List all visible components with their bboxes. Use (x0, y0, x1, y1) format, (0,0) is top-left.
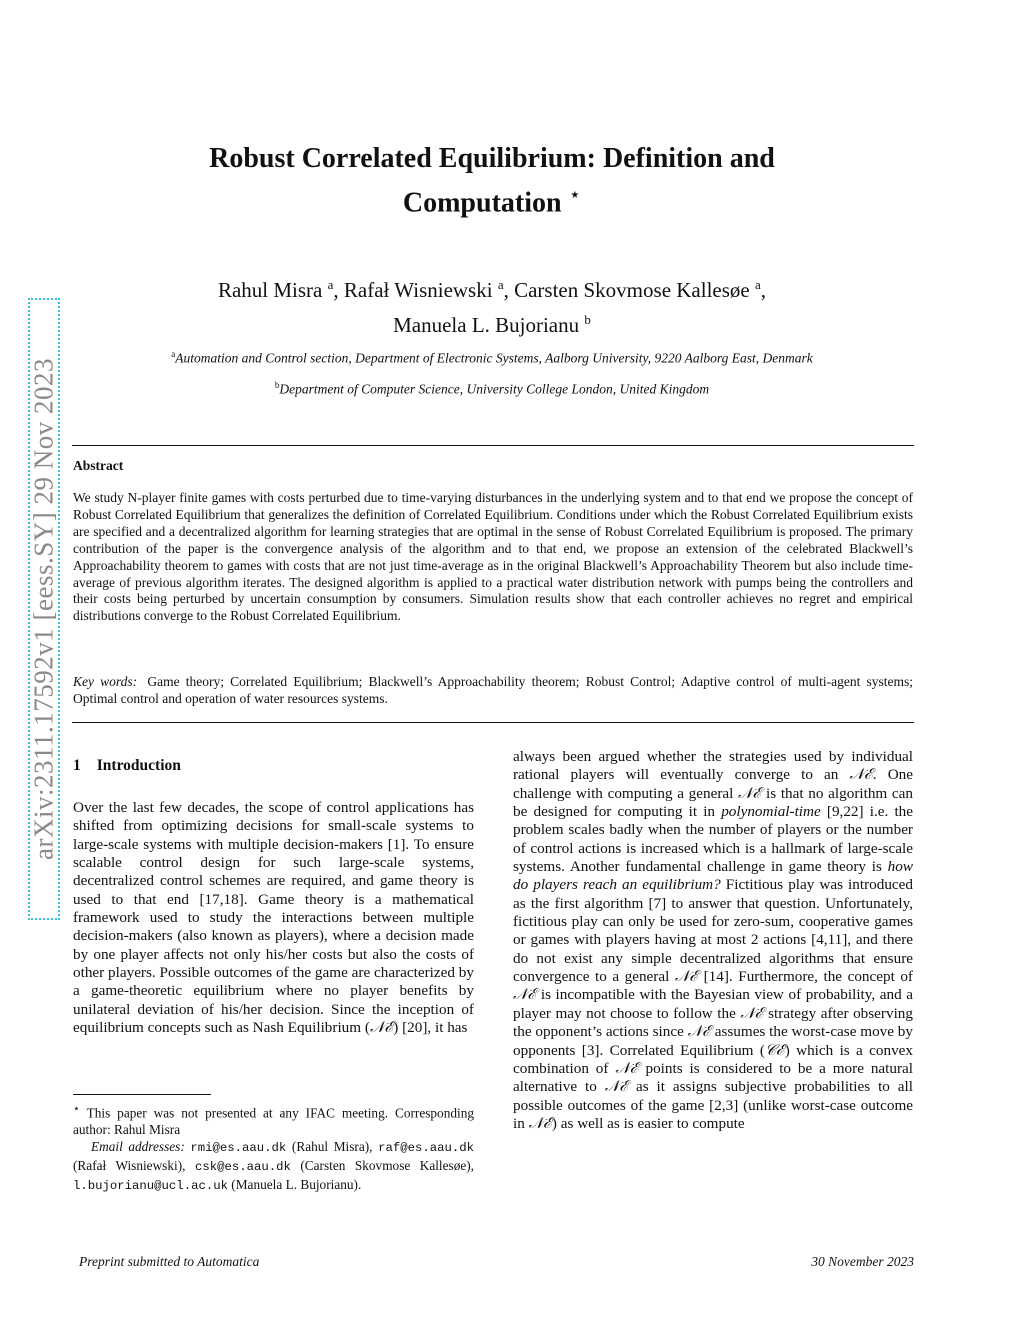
author-affil-mark: b (584, 312, 591, 327)
footnote-emails (73, 1138, 474, 1195)
intro-paragraph: Over the last few decades, the scope of control applications has shifted from optimizing decisions for small-scale systems to large-scale systems with multiple decision-makers [1]. To ensure scalable control design for such large-scale systems, decentralized control schemes are required, and game theory is used to that end [17,18]. Game theory is a mathematical framework used to study the interactions between multiple decision-makers (also known as players), where a decision made by one player affects not only his/her costs but also the costs of other players. Possible outcomes of the game are characterized by a game-theoretic equilibrium where no player benefits by unilateral deviation of his/her decision. Since the inception of equilibrium concepts such as Nash Equilibrium ( (73, 799, 474, 1037)
bottom-divider (72, 722, 914, 723)
email-owner: (Rafał Wisniewski), (73, 1158, 186, 1174)
footnote-text: This paper was not presented at any IFAC meeting. Corresponding author: Rahul Misra (73, 1105, 474, 1138)
text-run: as it assigns subjective probabilities to all possible outcomes of the game [2,3] (unlike worst-case outcome in (513, 1078, 913, 1132)
math-ne: 𝒩ℰ (674, 968, 699, 986)
left-column-text (73, 799, 474, 1037)
section-heading (73, 757, 181, 775)
author-wisniewski: , Rafał Wisniewski (333, 278, 493, 302)
section-title: Introduction (96, 757, 181, 774)
text-run: [9,22] i.e. the problem scales badly when the number of players or the number of control actions is increased which is a hallmark of large-scale systems. Another fundamental challenge in game theory is (513, 803, 913, 876)
arxiv-stamp (28, 298, 60, 920)
author-separator: , (760, 278, 767, 302)
footer-preprint: Preprint submitted to Automatica (79, 1254, 260, 1269)
author-misra: Rahul Misra (217, 278, 323, 302)
author-kallesoe: , Carsten Skovmose Kallesøe (503, 278, 750, 302)
math-ne: 𝒩ℰ (528, 1114, 552, 1132)
text-run: assumes the worst-case move by opponents [3]. Correlated Equilibrium ( (513, 1023, 913, 1059)
text-run: ) which is a convex combination of (513, 1041, 913, 1077)
footnote-first (73, 1101, 474, 1138)
email-label: Email addresses: (91, 1139, 185, 1155)
author-affil-mark: a (327, 277, 334, 292)
emphasis-polynomial-time: polynomial-time (721, 803, 821, 821)
author-list (120, 270, 864, 340)
email-link-misra[interactable]: rmi@es.aau.dk (190, 1141, 287, 1156)
section-number: 1 (73, 757, 81, 774)
affiliation-a-text: Automation and Control section, Department of Electronic Systems, Aalborg University, 9220 Aalborg East, Denmark (175, 350, 813, 366)
footnote-rule (73, 1094, 211, 1095)
emphasis-question: how do players reach an equilibrium? (513, 858, 913, 894)
authors-line-1 (120, 270, 864, 305)
affiliation-b-text: Department of Computer Science, University College London, United Kingdom (279, 381, 710, 397)
email-owner: (Carsten Skovmose Kallesøe), (300, 1158, 475, 1174)
email-owner: (Rahul Misra), (291, 1139, 373, 1155)
authors-line-2 (120, 305, 864, 340)
text-run: Fictitious play was introduced as the first algorithm [7] to answer that question. Unfortunately, fictitious play can only be used for zero-sum, cooperative games or games with players having at most 2 actions [4,11], and there do not exist any simple decentralized algorithms that ensure convergence to a general (513, 876, 913, 986)
title-footnote-mark: ⋆ (568, 184, 582, 206)
arxiv-stamp-text: arXiv:2311.17592v1 [eess.SY] 29 Nov 2023 (28, 358, 59, 860)
title-line-2-text: Computation (402, 187, 562, 219)
text-run: . One challenge with computing a general (513, 766, 914, 802)
math-ce: 𝒞ℰ (764, 1041, 785, 1059)
email-link-wisniewski[interactable]: raf@es.aau.dk (378, 1141, 475, 1156)
email-link-kallesoe[interactable]: csk@es.aau.dk (194, 1160, 291, 1175)
keywords-text: Game theory; Correlated Equilibrium; Blackwell’s Approachability theorem; Robust Control; Adaptive control of multi-agent systems; Optimal control and operation of water resources systems. (73, 674, 913, 706)
footer-date: 30 November 2023 (811, 1254, 914, 1269)
math-ne: 𝒩ℰ (687, 1023, 711, 1041)
math-ne: 𝒩ℰ (615, 1059, 639, 1077)
math-ne: 𝒩ℰ (369, 1019, 394, 1037)
title-line-2 (120, 177, 864, 221)
text-run: ) as well as is easier to compute (551, 1114, 745, 1132)
abstract-text: We study N-player finite games with costs perturbed due to time-varying disturbances in the underlying system and to that end we propose the concept of Robust Correlated Equilibrium that generalizes the definition of Correlated Equilibrium. Conditions under which the Robust Correlated Equilibrium exists are specified and a decentralized algorithm for learning strategies that are optimal in the sense of Robust Correlated Equilibrium is proposed. The primary contribution of the paper is the convergence analysis of the algorithm and to that end, we propose an extension of the celebrated Blackwell’s Approachability theorem to games with costs that are not just time-average as in the original Blackwell’s Approachability Theorem but also include time-average of previous algorithm iterates. The designed algorithm is applied to a practical water distribution network with pumps being the controllers and their costs being perturbed by uncertain consumption by consumers. Simulation results show that each controller achieves no regret and empirical distributions converge to the Robust Correlated Equilibrium. (73, 490, 913, 624)
author-affil-mark: a (497, 277, 504, 292)
abstract-heading: Abstract (73, 458, 124, 473)
math-ne: 𝒩ℰ (604, 1078, 629, 1096)
text-run: strategy after observing the opponent’s actions since (513, 1004, 913, 1041)
intro-paragraph-end: ) [20], it has (393, 1019, 468, 1037)
text-run: is incompatible with the Bayesian view of probability, and a player may not choose to follow the (513, 986, 913, 1022)
affiliation-a (72, 349, 912, 367)
footnote-mark: ⋆ (73, 1103, 80, 1115)
email-owner: (Manuela L. Bujorianu). (231, 1177, 362, 1193)
text-run: always been argued whether the strategies used by individual rational players will eventually converge to an (513, 748, 913, 784)
text-run: is that no algorithm can be designed for computing it in (513, 784, 913, 821)
keywords (73, 674, 913, 708)
math-ne: 𝒩ℰ (740, 1004, 764, 1022)
text-run: [14]. Furthermore, the concept of (698, 968, 913, 986)
math-ne: 𝒩ℰ (849, 766, 873, 784)
math-ne: 𝒩ℰ (738, 784, 762, 802)
email-link-bujorianu[interactable]: l.bujorianu@ucl.ac.uk (73, 1179, 228, 1194)
affiliation-mark: b (274, 380, 280, 390)
title-line-1: Robust Correlated Equilibrium: Definition and (209, 143, 775, 174)
paper-title (120, 140, 864, 221)
author-bujorianu: Manuela L. Bujorianu (393, 313, 580, 337)
math-ne: 𝒩ℰ (513, 986, 537, 1004)
top-divider (72, 445, 914, 446)
footnote (73, 1101, 474, 1195)
author-affil-mark: a (754, 277, 761, 292)
affiliation-mark: a (171, 349, 176, 359)
text-run: points is considered to be a more natural alternative to (513, 1059, 913, 1096)
right-column-text (513, 748, 913, 1133)
affiliation-b (72, 380, 912, 398)
keywords-label: Key words: (73, 674, 138, 689)
